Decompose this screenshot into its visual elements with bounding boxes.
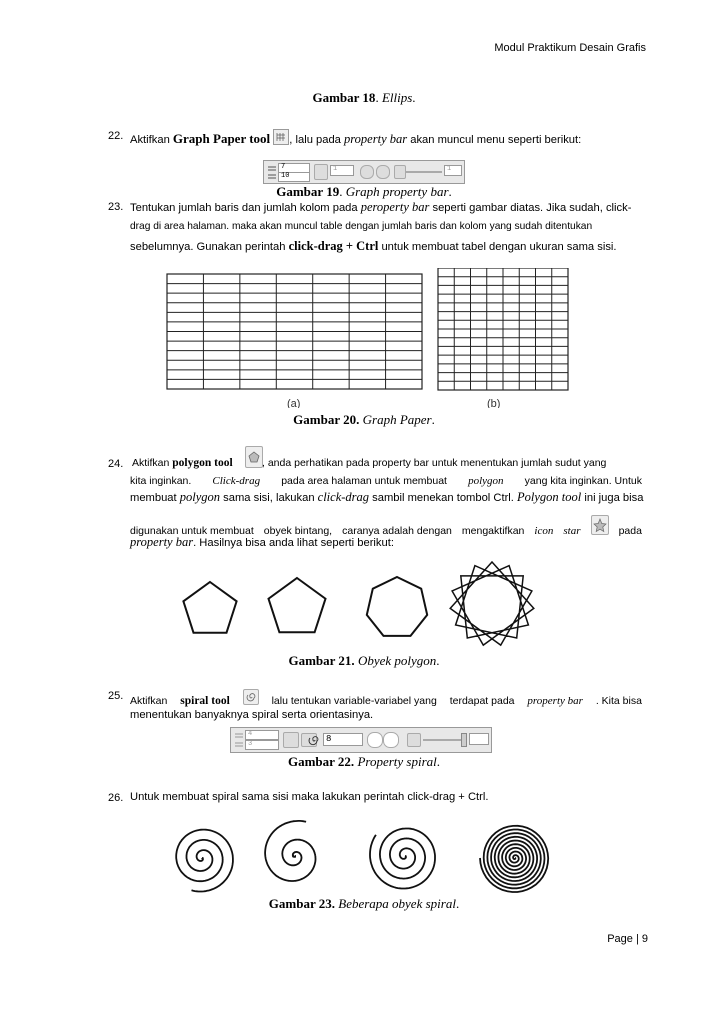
spiral-revolutions-icon xyxy=(307,732,321,748)
item-23-l3a: sebelumnya. Gunakan perintah xyxy=(130,241,286,253)
grid-a-label: (a) xyxy=(287,398,301,408)
spiral-log-icon[interactable] xyxy=(376,165,390,179)
page-number: Page | 9 xyxy=(607,933,648,945)
equilateral-pentagon-shape xyxy=(269,578,326,632)
item-26-number: 26. xyxy=(108,792,124,804)
item-24-l3g: ini juga bisa xyxy=(584,492,644,504)
columns-input[interactable]: 10 xyxy=(278,172,310,182)
item-23-l3b: click-drag + Ctrl xyxy=(288,239,379,253)
rows-input[interactable]: 7 xyxy=(278,163,310,173)
symmetric-spiral-button[interactable] xyxy=(367,732,383,748)
figure-23-spirals xyxy=(160,818,570,898)
rows-cols-icon xyxy=(267,164,277,180)
item-25-number: 25. xyxy=(108,690,124,702)
item-22-rest: akan muncul menu seperti berikut: xyxy=(410,134,582,146)
item-24-l2d: polygon xyxy=(468,475,504,487)
item-26-text: Untuk membuat spiral sama sisi maka lakukan perintah click-drag + Ctrl. xyxy=(130,791,489,803)
figure-18-label: Gambar 18 xyxy=(312,90,376,105)
item-24-l4d: mengaktifkan xyxy=(461,525,525,537)
running-header: Modul Praktikum Desain Grafis xyxy=(494,42,646,54)
figure-20-label: Gambar 20. xyxy=(293,412,360,427)
expansion-factor-icon xyxy=(407,733,421,747)
slider-thumb[interactable] xyxy=(461,733,467,747)
figure-21-title: Obyek polygon xyxy=(357,653,437,668)
item-24-pre: Aktifkan xyxy=(132,457,170,469)
item-22-post: , lalu pada xyxy=(289,134,341,146)
spiral-expansion-slider[interactable] xyxy=(423,739,463,741)
figure-20-caption: Gambar 20. Graph Paper. xyxy=(293,412,435,427)
item-24-l3a: membuat xyxy=(130,492,177,504)
figure-18-caption: Gambar 18. Ellips. xyxy=(312,90,416,105)
item-24-line-5 xyxy=(130,535,394,550)
item-23-l1b: peroperty bar xyxy=(360,200,430,214)
item-24-l2a: kita inginkan. xyxy=(130,475,192,487)
figure-18-title: Ellips xyxy=(381,90,413,105)
spiral-symmetric-icon[interactable] xyxy=(360,165,374,179)
polygon-tool-icon xyxy=(245,446,263,468)
grid-cols-input: 3 xyxy=(245,740,279,750)
figure-23-label: Gambar 23. xyxy=(268,896,335,911)
expansion-input[interactable]: 1 xyxy=(444,165,462,176)
spiral-3 xyxy=(370,829,435,889)
item-23-l1c: seperti gambar diatas. Jika sudah, click- xyxy=(432,202,632,214)
item-22-tool-name: Graph Paper tool xyxy=(172,131,271,146)
item-22-number: 22. xyxy=(108,130,124,142)
item-25-l1e: . Kita bisa xyxy=(595,695,642,707)
item-25-l1b: lalu tentukan variable-variabel yang xyxy=(271,695,437,707)
figure-22-caption: Gambar 22. Property spiral. xyxy=(287,754,441,769)
figure-22-label: Gambar 22. xyxy=(287,754,355,769)
figure-20-title: Graph Paper xyxy=(362,412,432,427)
item-25-l1c: terdapat pada xyxy=(449,695,515,707)
grid-b xyxy=(438,268,568,390)
spiral-tool-icon xyxy=(243,689,259,705)
item-24-l4b: obyek bintang, xyxy=(263,525,333,537)
item-23-line-3 xyxy=(130,239,617,254)
graph-property-bar xyxy=(263,160,465,184)
item-24-number: 24. xyxy=(108,458,124,470)
item-23-line-2: drag di area halaman. maka akan muncul table dengan jumlah baris dan kolom yang sudah ditentukan xyxy=(130,221,593,232)
graph-paper-icon xyxy=(273,129,289,145)
item-22-text xyxy=(130,129,581,147)
item-22-pre: Aktifkan xyxy=(130,134,170,146)
figure-21-polygons xyxy=(170,560,550,650)
logarithmic-spiral-button[interactable] xyxy=(383,732,399,748)
spiral-expansion-input xyxy=(469,733,489,745)
item-24-line-1 xyxy=(132,457,233,469)
item-24-line-2 xyxy=(130,475,642,487)
item-24-l2e: yang kita inginkan. Untuk xyxy=(524,475,642,487)
item-25-l1d: property bar xyxy=(527,695,583,707)
heptagon-shape xyxy=(367,577,427,636)
figure-23-caption: Gambar 23. Beberapa obyek spiral. xyxy=(268,896,460,911)
item-23-number: 23. xyxy=(108,201,124,213)
star-icon xyxy=(591,515,609,535)
grid-icon xyxy=(234,731,244,749)
item-24-l5a: property bar xyxy=(130,535,194,549)
item-24-l5b: . Hasilnya bisa anda lihat seperti berikut: xyxy=(193,537,394,549)
spiral-2 xyxy=(265,821,315,881)
item-24-l3b: polygon xyxy=(179,490,221,504)
item-24-l3f: Polygon tool xyxy=(517,490,582,504)
points-input[interactable]: 1 xyxy=(330,165,354,176)
item-24-tool-name: polygon tool xyxy=(172,457,233,469)
item-22-property-bar: property bar xyxy=(344,132,408,146)
item-23-line-1 xyxy=(130,200,631,215)
pentagon-shape xyxy=(183,582,236,633)
item-24-l2c: pada area halaman untuk membuat xyxy=(281,475,447,487)
expansion-icon xyxy=(394,165,406,179)
item-24-line-4 xyxy=(130,515,642,537)
item-24-l2b: Click-drag xyxy=(212,475,261,487)
figure-21-caption: Gambar 21. Obyek polygon. xyxy=(288,653,440,668)
grid-b-label: (b) xyxy=(487,398,501,408)
figure-19-label: Gambar 19 xyxy=(276,184,340,199)
item-24-l3e: sambil menekan tombol Ctrl. xyxy=(372,492,514,504)
spiral-revolutions-input[interactable]: 8 xyxy=(323,733,363,746)
polygon-disabled-icon xyxy=(283,732,299,748)
item-24-l4a: digunakan untuk membuat xyxy=(130,525,254,537)
figure-20-graph-paper xyxy=(160,268,580,408)
expansion-slider[interactable] xyxy=(406,171,442,173)
item-24-line-3 xyxy=(130,490,643,505)
star-shape xyxy=(450,562,534,645)
figure-19-title: Graph property bar xyxy=(345,184,449,199)
item-25-tool-name: spiral tool xyxy=(180,695,230,707)
item-24-l3c: sama sisi, lakukan xyxy=(223,492,315,504)
item-25-line-2: menentukan banyaknya spiral serta orientasinya. xyxy=(130,709,374,721)
item-24-post: , anda perhatikan pada property bar untuk menentukan jumlah sudut yang xyxy=(262,457,607,469)
item-24-l4c: caranya adalah dengan xyxy=(342,525,452,537)
grid-rows-input: 4 xyxy=(245,730,279,740)
figure-23-title: Beberapa obyek spiral xyxy=(338,896,456,911)
item-23-l1a: Tentukan jumlah baris dan jumlah kolom pada xyxy=(130,202,358,214)
item-24-l4e: icon xyxy=(534,525,554,537)
polygon-option-icon[interactable] xyxy=(314,164,328,180)
item-24-l4f: star xyxy=(563,525,581,537)
item-24-l3d: click-drag xyxy=(317,490,370,504)
spiral-1 xyxy=(176,830,233,892)
figure-19-caption: Gambar 19. Graph property bar. xyxy=(276,184,452,199)
item-23-l3c: untuk membuat tabel dengan ukuran sama sisi. xyxy=(381,241,617,253)
grid-a xyxy=(167,274,422,389)
item-25-line-1 xyxy=(130,689,642,707)
spiral-4 xyxy=(480,826,548,892)
item-24-l4g: pada xyxy=(618,525,642,537)
figure-22-title: Property spiral xyxy=(357,754,437,769)
spiral-property-bar xyxy=(230,727,492,753)
figure-21-label: Gambar 21. xyxy=(288,653,355,668)
item-25-pre: Aktifkan xyxy=(130,695,168,707)
